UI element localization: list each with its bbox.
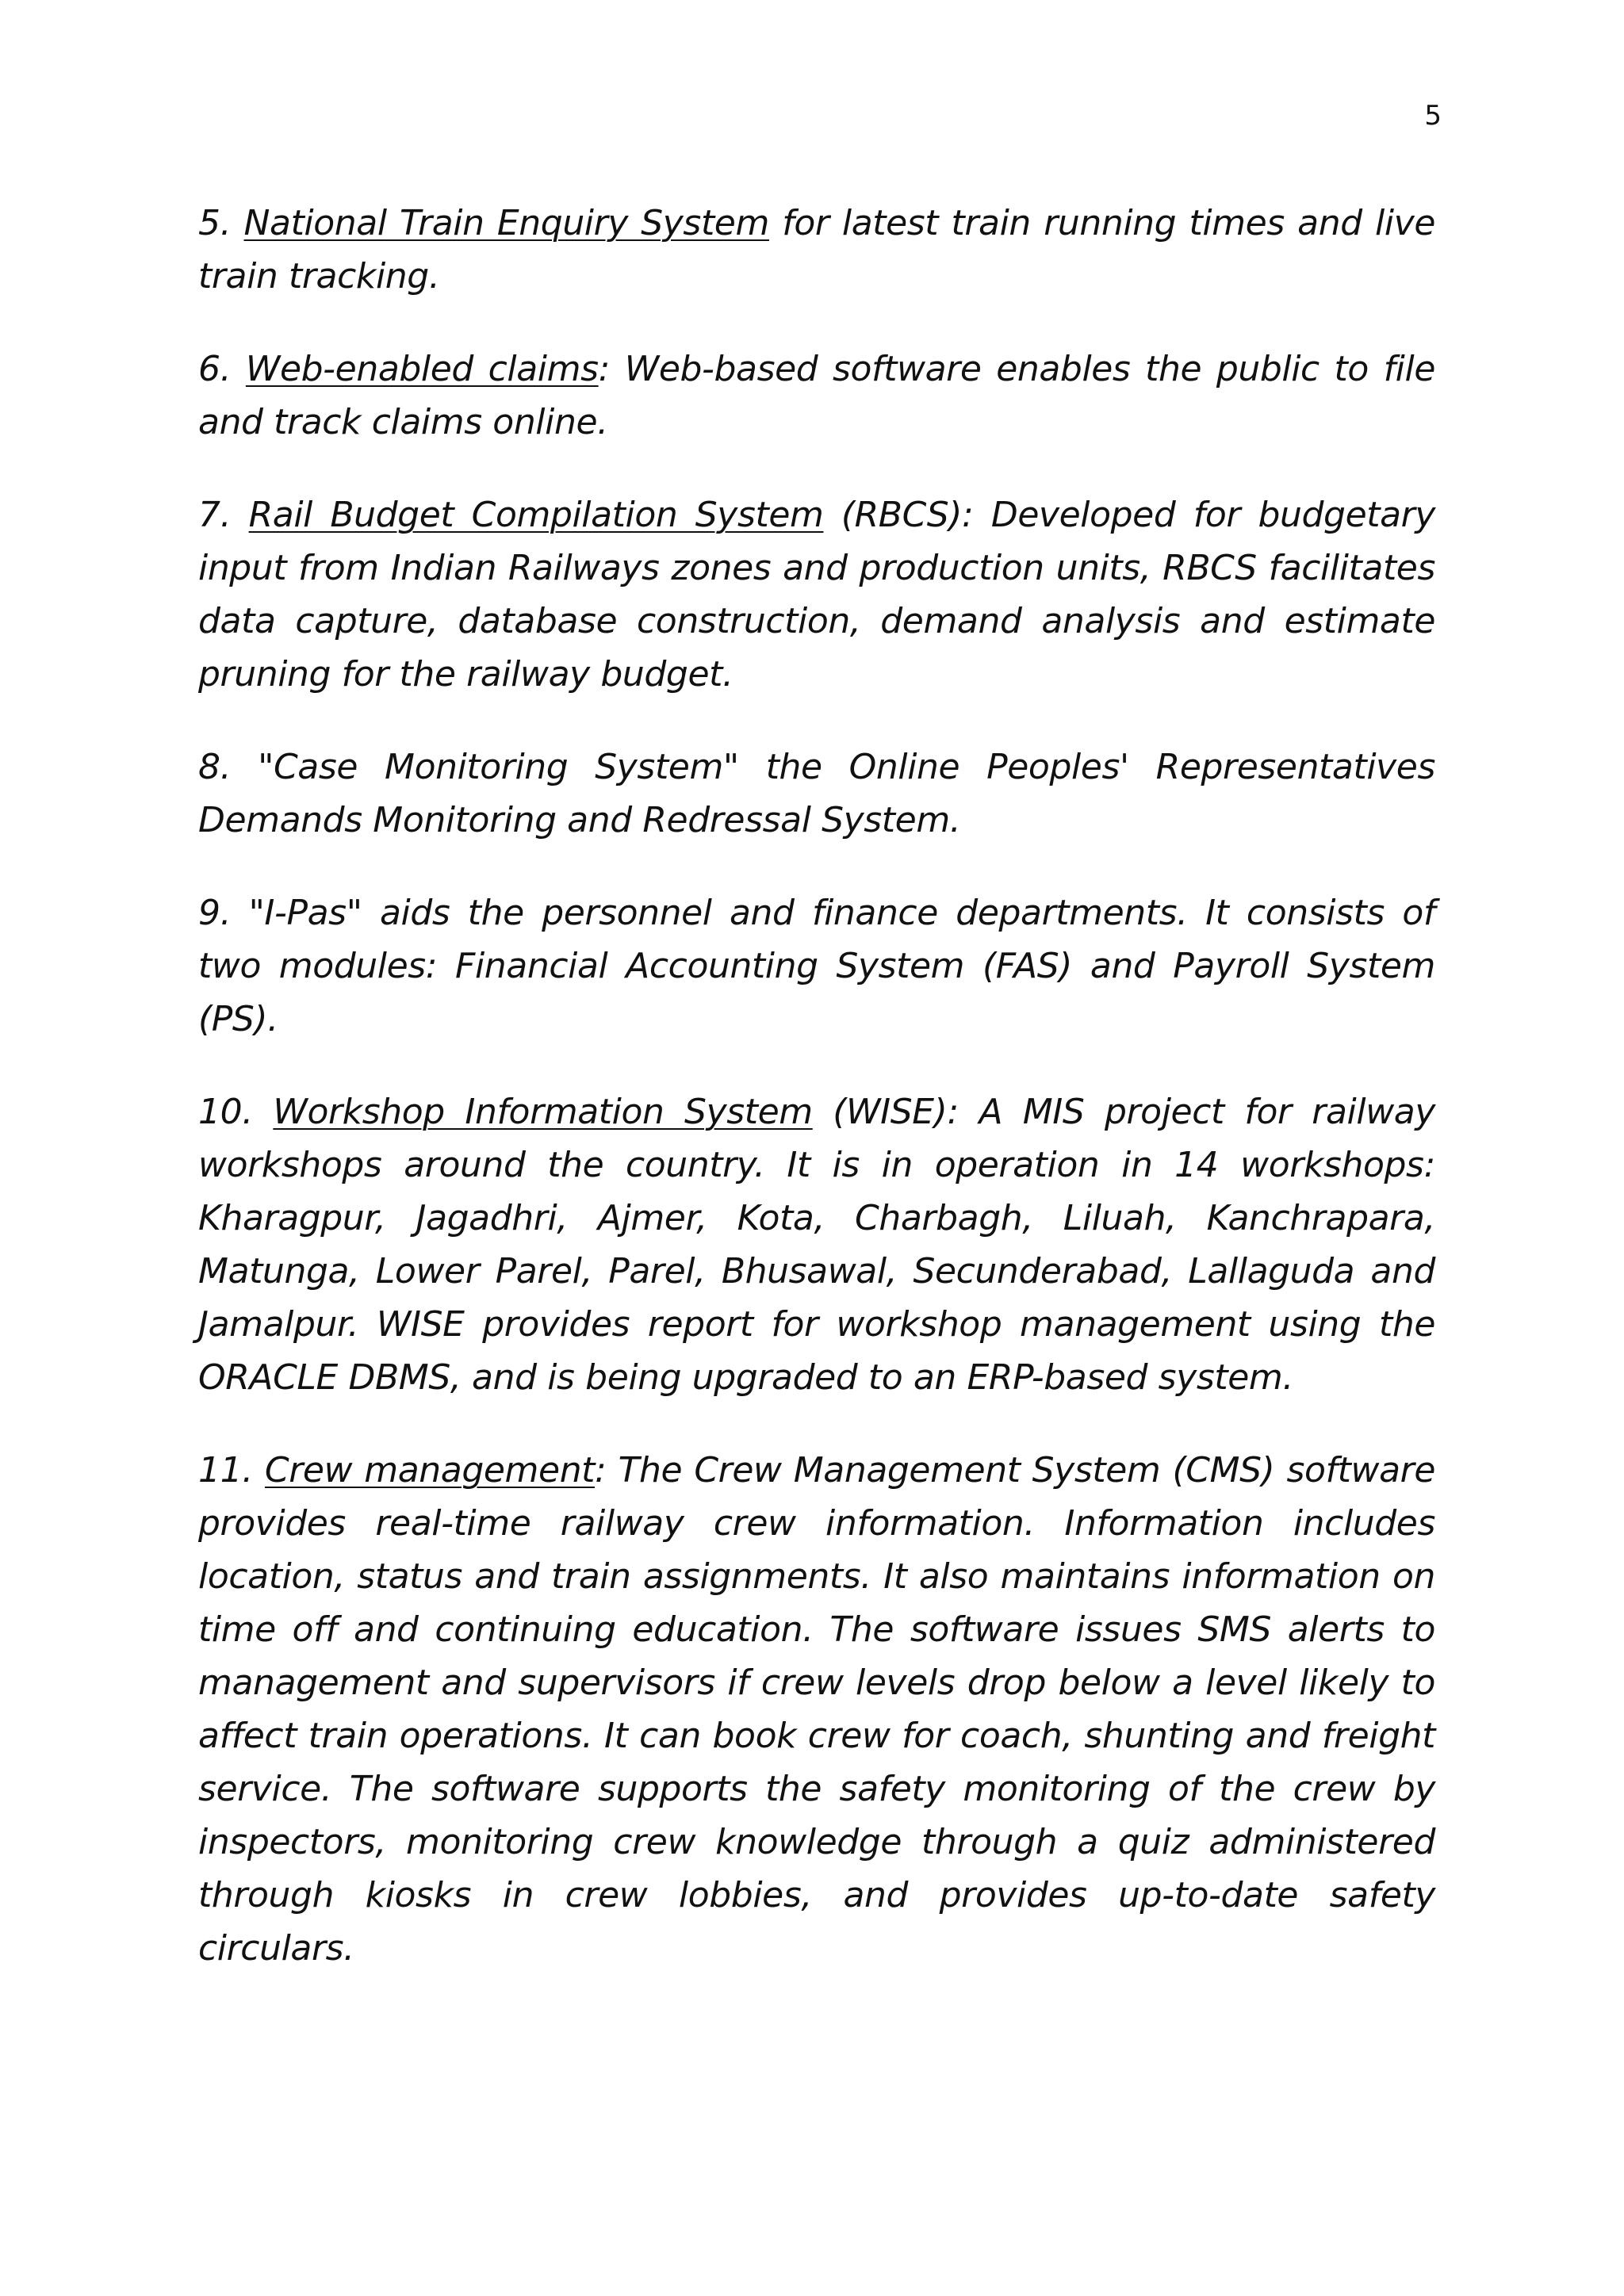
item-text: "I-Pas" aids the personnel and finance departments. It consists of two modules: Financial Accounting System (FAS) and Payroll System (PS). [198,893,1435,1039]
item-title: Workshop Information System [273,1092,813,1132]
document-body [198,197,1435,2015]
page-number: 5 [1424,100,1442,132]
list-item-9 [198,886,1435,1046]
list-item-8 [198,740,1435,847]
item-title: Rail Budget Compilation System [248,495,824,535]
item-number: 11. [198,1450,253,1490]
item-title: Web-enabled claims [245,349,599,389]
item-text: "Case Monitoring System" the Online Peoples' Representatives Demands Monitoring and Redressal System. [198,747,1435,840]
item-number: 10. [198,1092,253,1132]
item-text: for latest train running times and live train tracking. [198,203,1436,297]
item-number: 9. [198,893,232,933]
item-number: 6. [198,349,232,389]
list-item-7 [198,488,1435,701]
list-item-5 [198,197,1435,303]
item-text: : Web-based software enables the public to file and track claims online. [198,349,1435,442]
list-item-6 [198,342,1435,449]
item-text: : The Crew Management System (CMS) software provides real-time railway crew information. Information includes location, status and train assignments. It also maintains information on time off and continuing education. The software issues SMS alerts to management and supervisors if crew levels drop below a level likely to affect train operations. It can book crew for coach, shunting and freight service. The software supports the safety monitoring of the crew by inspectors, monitoring crew knowledge through a quiz administered through kiosks in crew lobbies, and provides up-to-date safety circulars. [198,1450,1436,1969]
item-title: National Train Enquiry System [243,203,769,243]
list-item-10 [198,1085,1435,1404]
item-text: (RBCS): Developed for budgetary input from Indian Railways zones and production units, RBCS facilitates data capture, database construction, demand analysis and estimate pruning for the railway budget. [198,495,1435,695]
item-text: (WISE): A MIS project for railway workshops around the country. It is in operation in 14 workshops: Kharagpur, Jagadhri, Ajmer, Kota, Charbagh, Liluah, Kanchrapara, Matunga, Lower Parel, Parel, Bhusawal, Secunderabad, Lallaguda and Jamalpur. WISE provides report for workshop management using the ORACLE DBMS, and is being upgraded to an ERP-based system. [198,1092,1435,1398]
item-title: Crew management [264,1450,596,1490]
item-number: 5. [198,203,232,243]
list-item-11 [198,1444,1435,1975]
item-number: 7. [198,495,232,535]
item-number: 8. [198,747,232,787]
